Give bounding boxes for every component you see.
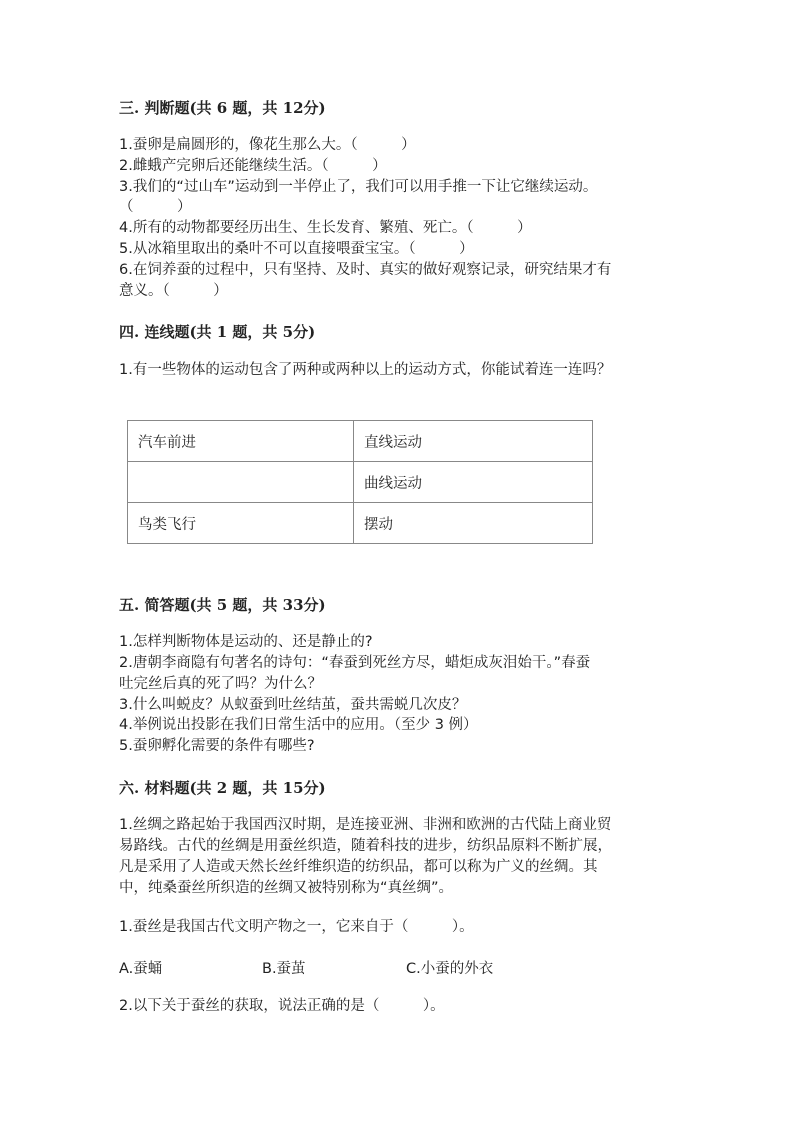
judge-item-3: 3.我们的“过山车”运动到一半停止了，我们可以用手推一下让它继续运动。 xyxy=(119,179,598,195)
material-line-4: 中，纯桑蚕丝所织造的丝绸又被特别称为“真丝绸”。 xyxy=(119,880,454,896)
section-5-title: 五. 简答题(共 5 题，共 33分) xyxy=(119,596,326,614)
table-cell: 曲线运动 xyxy=(354,462,593,503)
table-row xyxy=(128,503,593,544)
option-b: B.蚕茧 xyxy=(262,961,306,977)
section-3-title: 三. 判断题(共 6 题，共 12分) xyxy=(119,99,326,117)
short-item-1: 1.怎样判断物体是运动的、还是静止的? xyxy=(119,634,373,650)
judge-item-6-cont: 意义。（ ） xyxy=(119,283,228,299)
short-item-5: 5.蚕卵孵化需要的条件有哪些? xyxy=(119,738,315,754)
short-item-2: 2.唐朝李商隐有句著名的诗句：“春蚕到死丝方尽，蜡炬成灰泪始干。”春蚕 xyxy=(119,655,591,671)
material-line-1: 1.丝绸之路起始于我国西汉时期，是连接亚洲、非洲和欧洲的古代陆上商业贸 xyxy=(119,817,612,833)
table-row xyxy=(128,462,593,503)
judge-item-1: 1.蚕卵是扁圆形的，像花生那么大。（ ） xyxy=(119,137,416,153)
judge-item-4: 4.所有的动物都要经历出生、生长发育、繁殖、死亡。（ ） xyxy=(119,220,532,236)
short-item-2-cont: 吐完丝后真的死了吗？为什么？ xyxy=(119,676,322,692)
table-cell: 直线运动 xyxy=(354,421,593,462)
section-6-title: 六. 材料题(共 2 题，共 15分) xyxy=(119,779,326,797)
match-question: 1.有一些物体的运动包含了两种或两种以上的运动方式，你能试着连一连吗？ xyxy=(119,362,612,378)
table-row xyxy=(128,421,593,462)
section-4-title: 四. 连线题(共 1 题，共 5分) xyxy=(119,323,316,341)
table-cell: 摆动 xyxy=(354,503,593,544)
judge-item-6: 6.在饲养蚕的过程中，只有坚持、及时、真实的做好观察记录，研究结果才有 xyxy=(119,262,612,278)
table-cell: 鸟类飞行 xyxy=(128,503,354,544)
match-table xyxy=(127,420,593,544)
option-a: A.蚕蛹 xyxy=(119,961,163,977)
material-question-1: 1.蚕丝是我国古代文明产物之一，它来自于（ ）。 xyxy=(119,919,474,935)
material-line-2: 易路线。古代的丝绸是用蚕丝织造，随着科技的进步，纺织品原料不断扩展， xyxy=(119,838,612,854)
short-item-4: 4.举例说出投影在我们日常生活中的应用。（至少 3 例） xyxy=(119,717,478,733)
table-cell xyxy=(128,462,354,503)
short-item-3: 3.什么叫蜕皮？从蚁蚕到吐丝结茧，蚕共需蜕几次皮？ xyxy=(119,697,467,713)
material-question-2: 2.以下关于蚕丝的获取，说法正确的是（ ）。 xyxy=(119,998,445,1014)
material-line-3: 凡是采用了人造或天然长丝纤维织造的纺织品，都可以称为广义的丝绸。其 xyxy=(119,859,598,875)
judge-item-3-bracket: （ ） xyxy=(119,199,192,215)
judge-item-5: 5.从冰箱里取出的桑叶不可以直接喂蚕宝宝。（ ） xyxy=(119,241,474,257)
option-c: C.小蚕的外衣 xyxy=(406,961,494,977)
table-cell: 汽车前进 xyxy=(128,421,354,462)
judge-item-2: 2.雌蛾产完卵后还能继续生活。（ ） xyxy=(119,158,387,174)
